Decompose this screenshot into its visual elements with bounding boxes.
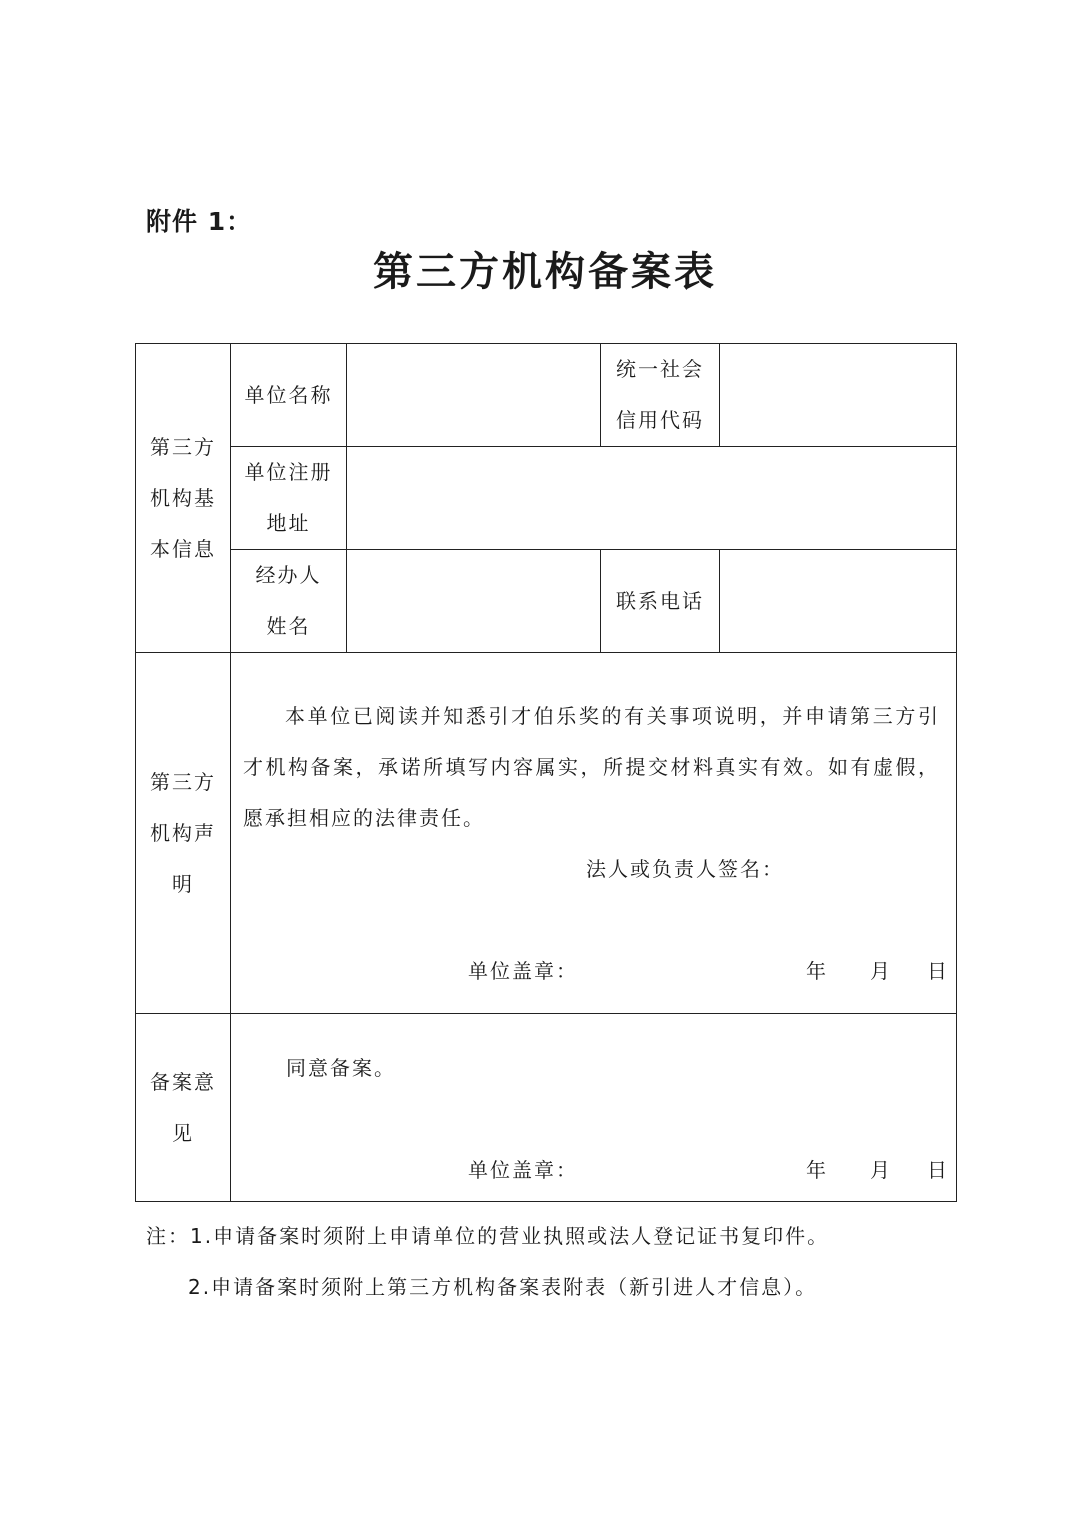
signature-label: 法人或负责人签名： — [586, 857, 784, 881]
handler-label-line-1: 经办人 — [255, 563, 322, 587]
seal-label: 单位盖章： — [468, 959, 578, 983]
address-label — [231, 447, 347, 550]
declaration-cell — [231, 653, 957, 1014]
section-opinion-label — [136, 1014, 231, 1202]
date-month-label: 月 — [870, 959, 892, 983]
unit-name-field[interactable] — [347, 344, 601, 447]
handler-name-field[interactable] — [347, 550, 601, 653]
opinion-cell — [231, 1014, 957, 1202]
section-basic-line-1: 第三方 — [150, 434, 216, 459]
unit-name-label: 单位名称 — [231, 344, 347, 447]
section-declaration-line-1: 第三方 — [150, 769, 216, 794]
credit-code-label-line-2: 信用代码 — [616, 408, 704, 432]
section-basic-line-3: 本信息 — [150, 536, 216, 561]
note-2: 2.申请备案时须附上第三方机构备案表附表（新引进人才信息）。 — [188, 1275, 818, 1299]
address-label-line-1: 单位注册 — [244, 460, 333, 484]
date-day-label: 日 — [927, 959, 949, 983]
opinion-date-year-label: 年 — [806, 1158, 828, 1182]
credit-code-field[interactable] — [720, 344, 957, 447]
section-basic-info-label — [136, 344, 231, 653]
attachment-label: 附件 1： — [146, 207, 253, 236]
section-basic-line-2: 机构基 — [150, 485, 216, 510]
section-opinion-line-2: 见 — [172, 1120, 194, 1145]
credit-code-label — [601, 344, 720, 447]
note-1: 注：1.申请备案时须附上申请单位的营业执照或法人登记证书复印件。 — [146, 1224, 830, 1248]
declaration-text: 本单位已阅读并知悉引才伯乐奖的有关事项说明，并申请第三方引才机构备案，承诺所填写内容属实，所提交材料真实有效。如有虚假，愿承担相应的法律责任。 — [243, 704, 940, 830]
section-declaration-label — [136, 653, 231, 1014]
address-label-line-2: 地址 — [266, 511, 311, 535]
opinion-text: 同意备案。 — [286, 1056, 396, 1080]
credit-code-label-line-1: 统一社会 — [616, 357, 704, 381]
handler-name-label — [231, 550, 347, 653]
phone-label: 联系电话 — [601, 550, 720, 653]
registration-form-table — [135, 343, 957, 1202]
section-declaration-line-3: 明 — [172, 871, 194, 896]
opinion-date-day-label: 日 — [927, 1158, 949, 1182]
handler-label-line-2: 姓名 — [266, 614, 311, 638]
date-year-label: 年 — [806, 959, 828, 983]
opinion-seal-label: 单位盖章： — [468, 1158, 578, 1182]
section-declaration-line-2: 机构声 — [150, 820, 216, 845]
section-opinion-line-1: 备案意 — [150, 1069, 216, 1094]
page-title: 第三方机构备案表 — [373, 248, 717, 295]
opinion-date-month-label: 月 — [870, 1158, 892, 1182]
phone-field[interactable] — [720, 550, 957, 653]
address-field[interactable] — [347, 447, 957, 550]
